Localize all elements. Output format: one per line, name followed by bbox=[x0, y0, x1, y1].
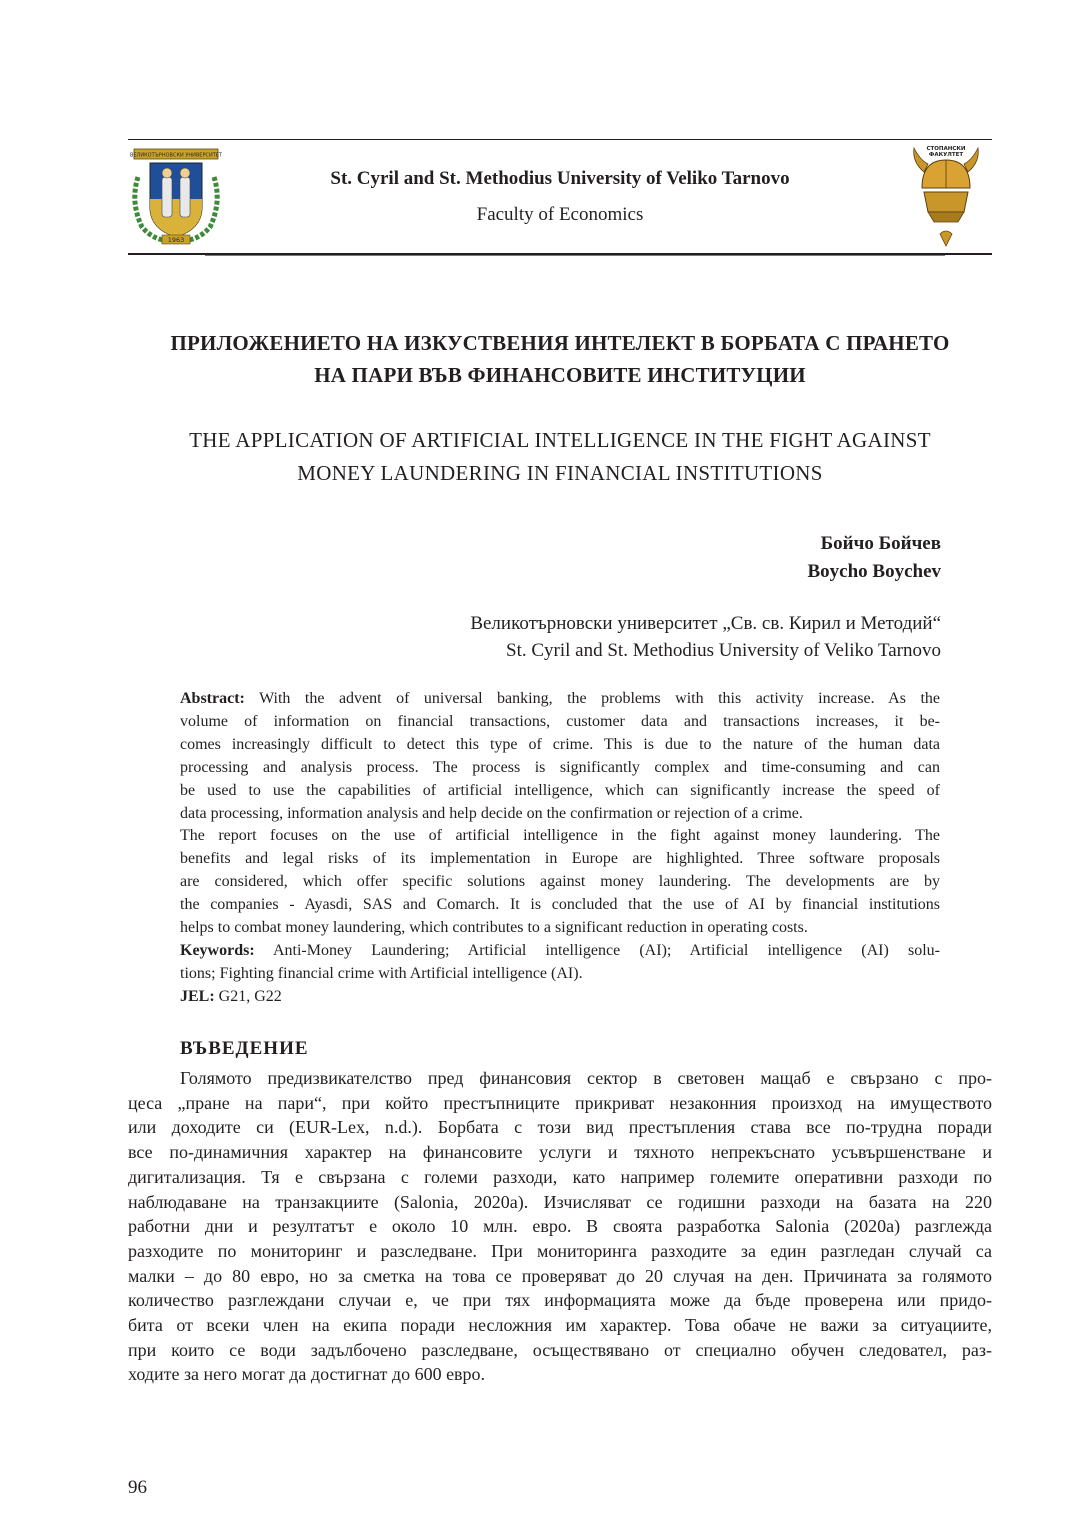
page-number: 96 bbox=[128, 1477, 147, 1498]
intro-heading: ВЪВЕДЕНИЕ bbox=[180, 1038, 309, 1059]
jel-label: JEL: bbox=[180, 987, 215, 1005]
faculty-logo-text-2: ФАКУЛТЕТ bbox=[928, 152, 964, 158]
author-name-english: Boycho Boychev bbox=[807, 561, 941, 582]
wing-right bbox=[964, 148, 978, 172]
abstract-line: benefits and legal risks of its implementation in Europe are highlighted. Three software proposals bbox=[180, 850, 940, 868]
abstract-label: Abstract: bbox=[180, 690, 245, 707]
abstract-line: are considered, which offer specific solutions against money laundering. The developments are by bbox=[180, 873, 940, 891]
intro-line: количество разглеждани случаи е, че при тях информацията може да бъде проверена или придо- bbox=[128, 1290, 992, 1311]
saint-figure-right bbox=[180, 177, 190, 217]
intro-line: разходите по мониторинг и разследване. При мониторинга разходите за един разгледан случай са bbox=[128, 1240, 992, 1261]
intro-line: ходите за него могат да достигнат до 600 евро. bbox=[128, 1364, 486, 1385]
intro-line: наблюдаване на транзакциите (Salonia, 2020a). Изчисляват се годишни разходи на базата на 220 bbox=[128, 1191, 992, 1212]
abstract-text: With the advent of universal banking, the problems with this activity increase. As the bbox=[259, 690, 940, 707]
header-university-name: St. Cyril and St. Methodius University of Veliko Tarnovo bbox=[330, 168, 790, 189]
intro-line: при които се води задълбочено разследване, осъществявано от специално обучен следовател, раз- bbox=[128, 1339, 992, 1360]
abstract-line: volume of information on financial transactions, customer data and transactions increases, it be- bbox=[180, 712, 940, 730]
intro-line: бита от всеки член на екипа поради несложния им характер. Това обаче не важи за ситуациите, bbox=[128, 1315, 992, 1336]
university-crest-logo bbox=[128, 147, 224, 247]
header-top-rule bbox=[128, 139, 992, 140]
intro-line: работни дни и резултатът е около 10 млн. евро. В своята разработка Salonia (2020a) разглежда bbox=[128, 1216, 992, 1237]
keywords-label: Keywords: bbox=[180, 941, 255, 959]
abstract-line: The report focuses on the use of artificial intelligence in the fight against money laundering. The bbox=[180, 827, 940, 845]
intro-paragraph bbox=[128, 1066, 992, 1387]
keywords-text: Anti-Money Laundering; Artificial intelligence (AI); Artificial intelligence (AI) solu- bbox=[272, 941, 940, 959]
abstract-line: comes increasingly difficult to detect this type of crime. This is due to the nature of the human data bbox=[180, 735, 940, 753]
keywords-line bbox=[180, 940, 940, 963]
title-en-line: MONEY LAUNDERING IN FINANCIAL INSTITUTIONS bbox=[297, 461, 823, 485]
helmet-base-lower bbox=[928, 212, 964, 222]
crest-year: 1963 bbox=[167, 236, 185, 244]
faculty-helmet-logo bbox=[908, 142, 982, 250]
abstract-line: processing and analysis process. The process is significantly complex and time-consuming and can bbox=[180, 758, 940, 776]
abstract-line: be used to use the capabilities of artificial intelligence, which can significantly increase the speed of bbox=[180, 781, 940, 799]
title-bg-line: НА ПАРИ ВЪВ ФИНАНСОВИТЕ ИНСТИТУЦИИ bbox=[314, 363, 806, 387]
crest-banner-text: ВЕЛИКОТЪРНОВСКИ УНИВЕРСИТЕТ bbox=[130, 152, 222, 159]
paper-title-english bbox=[128, 424, 992, 490]
abstract-section bbox=[180, 688, 940, 1009]
crest-shield-base bbox=[150, 199, 202, 237]
abstract-line bbox=[180, 688, 940, 711]
affiliation-english: St. Cyril and St. Methodius University of Veliko Tarnovo bbox=[506, 640, 941, 661]
faculty-logo-text-1: СТОПАНСКИ bbox=[926, 146, 966, 152]
jel-line bbox=[180, 986, 940, 1009]
header-faculty-name: Faculty of Economics bbox=[476, 204, 644, 225]
jel-codes: G21, G22 bbox=[218, 987, 282, 1005]
saint-head-right bbox=[180, 168, 190, 178]
paper-title-bulgarian bbox=[128, 327, 992, 391]
small-emblem-icon bbox=[940, 231, 952, 246]
abstract-line: the companies - Ayasdi, SAS and Comarch. It is concluded that the use of AI by financial institutions bbox=[180, 896, 940, 914]
intro-line: все по-динамичния характер на финансовите услуги и тяхното непрекъснато усъвършенстване и bbox=[128, 1142, 992, 1163]
intro-line: малки – до 80 евро, но за сметка на това се проверяват до 20 случая на ден. Причината за голямото bbox=[128, 1265, 992, 1286]
intro-line: дигитализация. Тя е свързана с големи разходи, като например големите оперативни разходи по bbox=[128, 1166, 992, 1187]
intro-line: Голямото предизвикателство пред финансовия сектор в световен мащаб е свързано с про- bbox=[180, 1068, 992, 1088]
title-en-line: THE APPLICATION OF ARTIFICIAL INTELLIGENCE IN THE FIGHT AGAINST bbox=[189, 428, 931, 452]
keywords-line: tions; Fighting financial crime with Artificial intelligence (AI). bbox=[180, 964, 583, 982]
saint-head-left bbox=[162, 168, 172, 178]
intro-line: цеса „пране на пари“, при който престъпниците прикриват незаконния произход на имуществото bbox=[128, 1092, 992, 1113]
header-bottom-rule-accent bbox=[205, 255, 945, 256]
intro-line: или доходите си (EUR-Lex, n.d.). Борбата с този вид престъпления става все по-трудна поради bbox=[128, 1117, 992, 1138]
helmet-base bbox=[924, 192, 968, 212]
author-name-bulgarian: Бойчо Бойчев bbox=[820, 533, 941, 554]
abstract-line: helps to combat money laundering, which contributes to a significant reduction in operating costs. bbox=[180, 919, 808, 937]
abstract-line: data processing, information analysis and help decide on the confirmation or rejection of a crime. bbox=[180, 804, 803, 822]
saint-figure-left bbox=[162, 177, 172, 217]
affiliation-bulgarian: Великотърновски университет „Св. св. Кирил и Методий“ bbox=[470, 613, 941, 634]
title-bg-line: ПРИЛОЖЕНИЕТО НА ИЗКУСТВЕНИЯ ИНТЕЛЕКТ В БОРБАТА С ПРАНЕТО bbox=[170, 331, 950, 355]
